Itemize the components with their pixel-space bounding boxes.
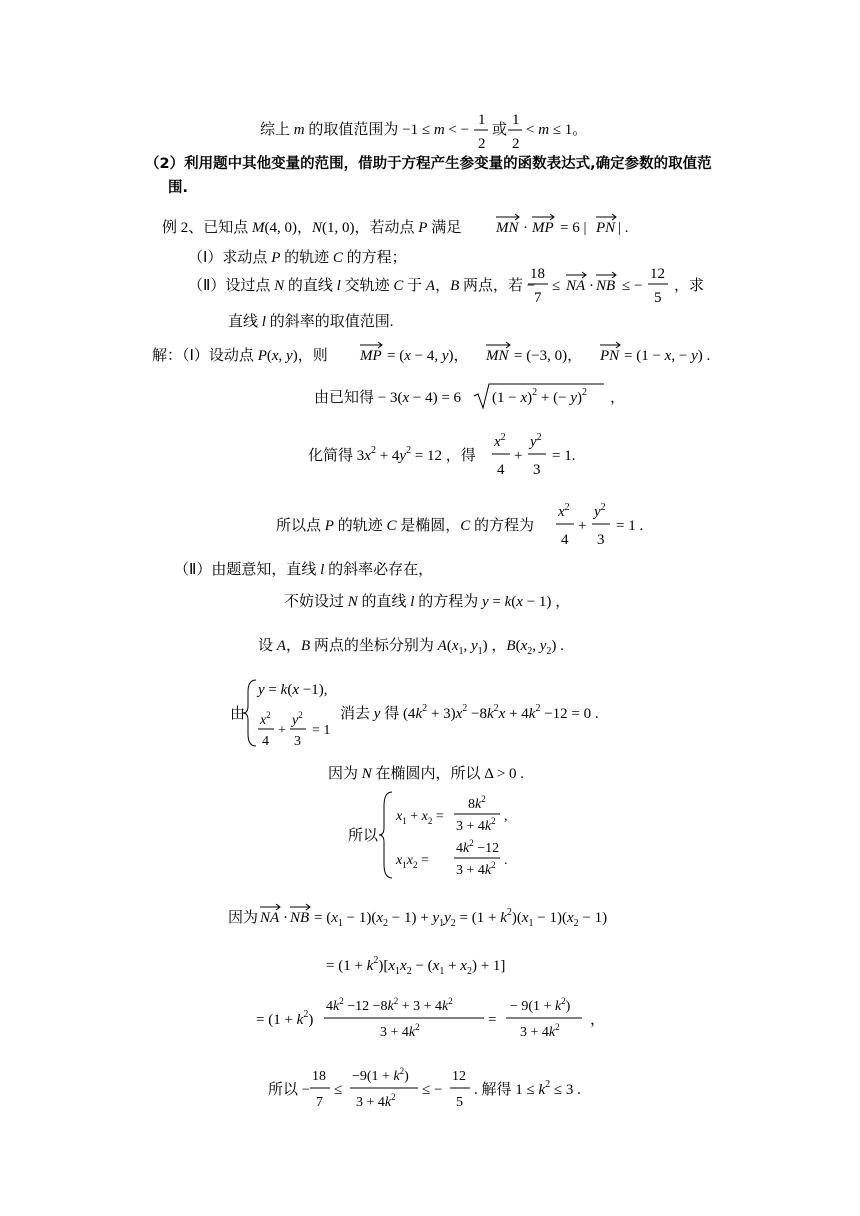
svg-text:= (1 − x, − y) .: = (1 − x, − y) . [624,348,711,364]
svg-text:7: 7 [316,1095,323,1110]
svg-text:化简得 3x2 + 4y2 = 12 ，得: 化简得 $3x^2 + 4y^2 = 12$ ，得 [308,445,476,464]
svg-text:因为 N 在椭圆内，所以 Δ > 0 .: 因为 N 在椭圆内，所以 Δ > 0 . [328,766,525,782]
svg-text:≤ −: ≤ − [622,278,643,294]
svg-text:3: 3 [294,734,301,749]
svg-text:消去 y 得 (4k2 + 3)x2 −8k2x + 4k2: 消去 y 得 $(4k^2 + 3)x^2 -8k^2x + 4k^2 -12 = 0$ . [340,703,599,722]
svg-text:解：（Ⅰ）设动点 P(x, y)，则: 解：（Ⅰ）设动点 P(x, y)，则 [152,348,328,364]
svg-text:−9(1 + k2): $-9(1 + k^2)$ [352,1066,409,1084]
final-inequality [268,1064,628,1122]
svg-text:（Ⅱ）由题意知，直线 l 的斜率必存在，: （Ⅱ）由题意知，直线 l 的斜率必存在， [174,562,434,578]
svg-text:3: 3 [597,532,605,548]
svg-text:1: 1 [512,112,520,128]
svg-text:因为: 因为 [228,910,259,926]
svg-text:2: 2 [512,136,520,152]
svg-text:直线 l 的斜率的取值范围.: 直线 l 的斜率的取值范围. [228,314,394,330]
svg-text:由: 由 [230,706,246,722]
svg-text:y2: $y^2$ [594,502,606,520]
svg-text:− 9(1 + k2): − $9(1 + k^2)$ [510,996,571,1014]
method-heading-cont: 围. [168,180,189,196]
svg-text:例 2、已知点 M(4, 0)，N(1, 0)，若动点 P: 例 2、已知点 M(4, 0)，N(1, 0)，若动点 P 满足 [162,220,462,236]
svg-text:y2: $y^2$ [530,432,542,450]
svg-text:，: ， [610,390,626,406]
svg-text:所以 −: 所以 − [268,1082,311,1098]
svg-text:(1 − x)2 + (− y)2: $(1 - x)^2$ + (− y)$^2$ [492,387,587,406]
svg-text:3 + 4k2: $3 + 4k^2$ [520,1022,560,1040]
svg-text:3 + 4k2: $3 + 4k^2$ [380,1022,420,1040]
points-coordinates [258,632,638,666]
solution-line-2 [314,380,634,420]
svg-text:y = k(x −1),: y = k(x −1), [258,682,328,698]
svg-text:18: 18 [530,266,545,282]
svg-text:由已知得 − 3(x − 4) = 6: 由已知得 − 3(x − 4) = 6 [314,390,462,406]
svg-text:x2: $x^2$ [558,502,570,520]
svg-text:不妨设过 N 的直线 l 的方程为 y = k(x − 1): 不妨设过 N 的直线 l 的方程为 y = k(x − 1) ， [284,594,571,610]
svg-text:设 A，B 两点的坐标分别为 A(x1, y1) ，B(x2: 设 A，B 两点的坐标分别为 $A(x_1$, $y_1$) ，$B(x_2$, $y_2$) . [258,638,564,657]
svg-text:< m ≤ 1。: < m ≤ 1。 [526,122,588,138]
svg-text:4: 4 [561,532,569,548]
part-2-question [188,262,748,316]
vieta-system [348,788,568,890]
svg-text:+: + [514,448,523,464]
svg-text:PN: PN [600,348,620,364]
dot-product-step-2 [326,950,566,984]
svg-text:3 + 4k2: $3 + 4k^2$ [456,816,496,834]
svg-text:5: 5 [654,290,662,306]
svg-text:3: 3 [533,462,541,478]
svg-text:3 + 4k2: $3 + 4k^2$ [456,860,496,878]
svg-text:·: · [283,910,288,926]
svg-text:MP: MP [532,220,554,236]
svg-text:1: 1 [478,112,486,128]
svg-text:MN: MN [486,348,509,364]
solution-line-1 [152,340,742,376]
svg-text:PN: PN [596,220,616,236]
svg-text:= (−3, 0)，: = (−3, 0)， [514,348,583,364]
svg-text:NA: NA [260,910,280,926]
svg-text:所以: 所以 [348,828,379,844]
svg-text:x1 + x2 =: $x_1 + x_2$ = [396,809,444,826]
svg-text:+: + [278,723,286,738]
system-eliminate [230,676,650,756]
svg-text:，求: ，求 [674,278,705,294]
svg-text:2: 2 [478,136,486,152]
svg-text:= (x1 − 1)(x2 − 1) + y1y2 = (1: = $(x_1 - 1)(x_2 - 1) + y_1y_2 = (1 + k^2)(x_1 - 1)(x_2 - 1)$ [314,907,608,929]
svg-text:18: 18 [312,1069,326,1084]
svg-text:或: 或 [492,122,508,138]
svg-text:·: · [589,278,594,294]
svg-text:= 1.: = 1. [552,448,576,464]
dot-product-step-3 [256,994,656,1052]
svg-text:+: + [578,518,587,534]
svg-text:NA: NA [566,278,586,294]
svg-text:x1x2 =: $x_1x_2$ = [396,853,429,870]
part-2-question-cont [228,310,428,340]
svg-text:NB: NB [290,910,310,926]
svg-text:3 + 4k2: $3 + 4k^2$ [356,1092,396,1110]
svg-text:4: 4 [262,734,269,749]
svg-text:.: . [504,853,508,868]
svg-text:12: 12 [650,266,665,282]
svg-text:≤ −: ≤ − [422,1082,443,1098]
svg-text:7: 7 [534,290,542,306]
svg-text:≤: ≤ [552,278,561,294]
dot-product-expand [228,900,648,936]
svg-text:（Ⅰ）求动点 P 的轨迹 C 的方程；: （Ⅰ）求动点 P 的轨迹 C 的方程； [188,250,407,266]
svg-text:12: 12 [452,1069,466,1084]
svg-text:= 1 .: = 1 . [616,518,644,534]
svg-text:= 1: = 1 [312,723,331,738]
svg-text:| .: | . [618,220,629,236]
svg-text:8k2: $8k^2$ [468,794,486,812]
text-l1-a: 综上 m 的取值范围为 −1 ≤ m < − [260,122,470,138]
svg-text:所以点 P 的轨迹 C 是椭圆，C 的方程为: 所以点 P 的轨迹 C 是椭圆，C 的方程为 [276,518,535,534]
svg-text:= (1 + k2): = $(1 + k^2)$ [256,1009,314,1028]
svg-text:≤: ≤ [334,1082,343,1098]
solution-line-3 [308,430,608,488]
svg-text:=: = [488,1012,497,1028]
svg-text:·: · [523,220,528,236]
svg-text:,: , [504,809,508,824]
svg-text:x2: $x^2$ [260,710,271,728]
svg-text:= 6 |: = 6 | [560,220,587,236]
svg-text:，: ， [590,1012,606,1028]
conclusion-math [260,106,600,156]
line-equation [284,588,604,620]
svg-text:4k2 −12: $4k^2 -12$ [456,838,500,856]
svg-text:. 解得 1 ≤ k2 ≤ 3 .: . 解得 $1 \le k^2 \le 3$ . [474,1079,581,1098]
part-2-solution-intro [174,556,474,588]
svg-text:x2: $x^2$ [494,432,506,450]
svg-text:= (x − 4, y)，: = (x − 4, y)， [387,348,469,364]
svg-text:MP: MP [360,348,382,364]
svg-text:NB: NB [596,278,616,294]
svg-text:4k2 −12 −8k2 + 3 + 4k2: $4k^2 -12 -8k^2 + 3 + 4k^2$ [326,996,453,1014]
solution-line-4 [276,500,676,558]
svg-text:y2: $y^2$ [292,710,303,728]
svg-text:MN: MN [496,220,519,236]
method-heading: （2）利用题中其他变量的范围，借助于方程产生参变量的函数表达式,确定参数的取值范 [145,156,712,172]
svg-text:= (1 + k2)[x1x2 − (x1 + x2) +: = $(1 + k^2)[x_1x_2 - (x_1 + x_2) + 1]$ [326,955,506,977]
svg-text:4: 4 [497,462,505,478]
svg-text:5: 5 [456,1095,463,1110]
svg-text:（Ⅱ）设过点 N 的直线 l 交轨迹 C 于 A，B 两点，: （Ⅱ）设过点 N 的直线 l 交轨迹 C 于 A，B 两点，若 − [188,278,536,294]
